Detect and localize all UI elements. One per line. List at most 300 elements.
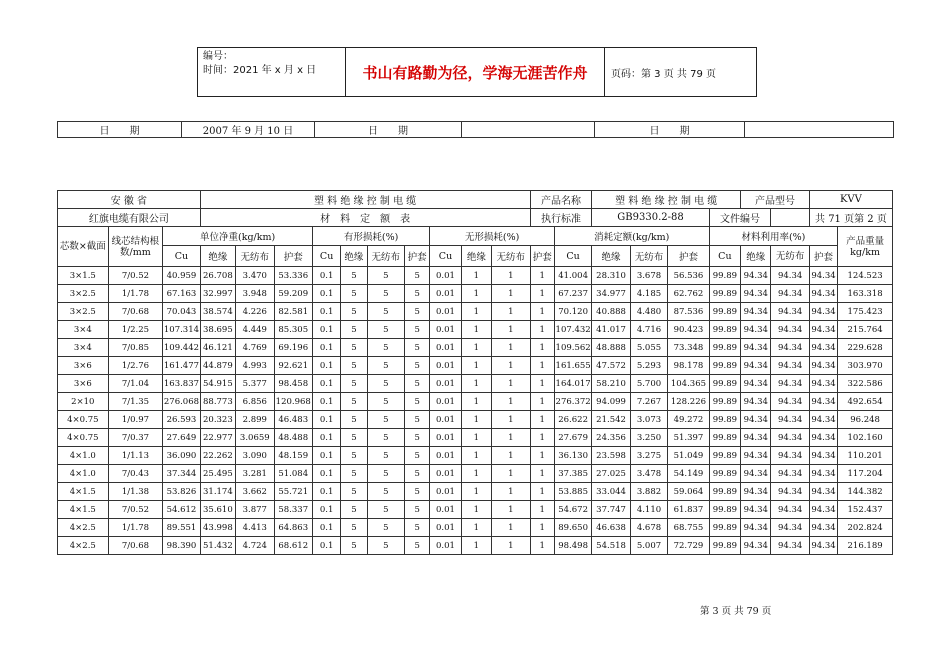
table-cell: 94.34 (809, 357, 837, 375)
table-cell: 0.1 (312, 501, 340, 519)
sub-sheath: 护套 (530, 246, 554, 267)
table-cell: 94.34 (771, 267, 809, 285)
table-cell: 5 (367, 537, 404, 555)
table-cell: 1 (461, 375, 491, 393)
header-row-2 (58, 246, 893, 267)
table-cell: 99.89 (709, 501, 740, 519)
table-cell: 94.34 (809, 447, 837, 465)
table-cell: 82.581 (274, 303, 312, 321)
table-cell: 0.1 (312, 447, 340, 465)
table-cell: 5 (405, 519, 430, 537)
table-cell: 1/1.13 (108, 447, 163, 465)
product-name-value: 塑 料 绝 缘 控 制 电 缆 (592, 191, 741, 209)
table-cell: 0.1 (312, 357, 340, 375)
table-cell: 94.34 (741, 429, 771, 447)
table-cell: 1 (461, 465, 491, 483)
table-cell: 94.34 (741, 483, 771, 501)
sub-cu: Cu (554, 246, 591, 267)
table-cell: 5 (367, 375, 404, 393)
sub-sheath: 护套 (405, 246, 430, 267)
table-cell: 120.968 (274, 393, 312, 411)
sub-sheath: 护套 (809, 246, 837, 267)
table-cell: 54.518 (592, 537, 630, 555)
sheet-row-1 (58, 191, 893, 209)
table-cell: 124.523 (838, 267, 893, 285)
header-meta (198, 48, 346, 96)
table-cell: 54.149 (668, 465, 709, 483)
table-cell: 48.488 (274, 429, 312, 447)
table-cell: 1/1.78 (108, 519, 163, 537)
table-cell: 89.551 (163, 519, 200, 537)
table-cell: 107.432 (554, 321, 591, 339)
table-cell: 109.562 (554, 339, 591, 357)
table-cell: 0.01 (430, 519, 461, 537)
table-cell: 5 (367, 393, 404, 411)
table-cell: 3.0659 (236, 429, 274, 447)
table-cell: 5 (341, 321, 367, 339)
table-cell: 3×2.5 (58, 285, 109, 303)
table-cell: 3.662 (236, 483, 274, 501)
standard-label: 执行标准 (530, 209, 592, 227)
table-cell: 7/0.68 (108, 537, 163, 555)
table-cell: 0.1 (312, 321, 340, 339)
date-label-3: 日 期 (595, 122, 745, 138)
table-cell: 26.593 (163, 411, 200, 429)
table-cell: 0.1 (312, 393, 340, 411)
table-cell: 1 (461, 339, 491, 357)
table-cell: 3.470 (236, 267, 274, 285)
table-cell: 94.34 (771, 465, 809, 483)
table-row (58, 429, 893, 447)
sub-insulation: 绝缘 (341, 246, 367, 267)
table-cell: 94.34 (741, 501, 771, 519)
table-cell: 53.336 (274, 267, 312, 285)
table-cell: 3.882 (630, 483, 667, 501)
table-cell: 4.449 (236, 321, 274, 339)
table-cell: 1 (530, 537, 554, 555)
table-cell: 1/1.78 (108, 285, 163, 303)
table-cell: 59.064 (668, 483, 709, 501)
table-cell: 1 (492, 483, 531, 501)
table-cell: 5 (367, 339, 404, 357)
product-name-label: 产品名称 (530, 191, 592, 209)
table-cell: 54.612 (163, 501, 200, 519)
table-cell: 5 (405, 357, 430, 375)
table-row (58, 357, 893, 375)
table-cell: 4×1.0 (58, 465, 109, 483)
table-cell: 49.272 (668, 411, 709, 429)
table-cell: 5 (367, 465, 404, 483)
table-cell: 40.888 (592, 303, 630, 321)
table-cell: 99.89 (709, 447, 740, 465)
table-cell: 58.210 (592, 375, 630, 393)
table-cell: 4×1.5 (58, 483, 109, 501)
table-cell: 37.747 (592, 501, 630, 519)
table-cell: 94.34 (771, 339, 809, 357)
table-cell: 3×2.5 (58, 303, 109, 321)
col-tangible-loss: 有形损耗(%) (312, 227, 429, 246)
table-cell: 5 (405, 483, 430, 501)
table-cell: 94.34 (771, 447, 809, 465)
table-cell: 128.226 (668, 393, 709, 411)
table-row (58, 339, 893, 357)
table-cell: 67.237 (554, 285, 591, 303)
table-cell: 32.997 (200, 285, 235, 303)
table-cell: 7/0.43 (108, 465, 163, 483)
table-cell: 85.305 (274, 321, 312, 339)
table-cell: 3.073 (630, 411, 667, 429)
table-cell: 1 (530, 447, 554, 465)
table-cell: 1 (530, 285, 554, 303)
table-cell: 3.275 (630, 447, 667, 465)
table-cell: 164.017 (554, 375, 591, 393)
page-label: 页码：第 3 页 共 79 页 (611, 68, 716, 80)
table-cell: 4.480 (630, 303, 667, 321)
table-cell: 94.34 (809, 519, 837, 537)
table-cell: 4.678 (630, 519, 667, 537)
table-cell: 5 (341, 393, 367, 411)
table-cell: 2.899 (236, 411, 274, 429)
table-cell: 1 (530, 357, 554, 375)
table-cell: 5 (405, 375, 430, 393)
table-cell: 1 (461, 447, 491, 465)
table-cell: 117.204 (838, 465, 893, 483)
document-header (197, 47, 757, 97)
table-cell: 1 (530, 375, 554, 393)
table-cell: 0.01 (430, 393, 461, 411)
standard-value: GB9330.2-88 (592, 209, 709, 227)
table-cell: 5 (405, 267, 430, 285)
table-cell: 94.34 (809, 501, 837, 519)
sub-cu: Cu (163, 246, 200, 267)
table-cell: 94.34 (771, 357, 809, 375)
table-cell: 1 (530, 429, 554, 447)
date-value-1: 2007 年 9 月 10 日 (182, 122, 315, 138)
table-cell: 5 (405, 303, 430, 321)
table-cell: 51.049 (668, 447, 709, 465)
table-cell: 5 (405, 339, 430, 357)
table-cell: 1 (492, 393, 531, 411)
table-cell: 3×4 (58, 339, 109, 357)
table-cell: 53.885 (554, 483, 591, 501)
table-cell: 0.1 (312, 267, 340, 285)
table-cell: 0.01 (430, 375, 461, 393)
table-cell: 24.356 (592, 429, 630, 447)
table-cell: 99.89 (709, 465, 740, 483)
table-cell: 4.993 (236, 357, 274, 375)
table-cell: 5 (405, 465, 430, 483)
header-row-1 (58, 227, 893, 246)
table-cell: 68.612 (274, 537, 312, 555)
table-cell: 38.695 (200, 321, 235, 339)
table-cell: 5.700 (630, 375, 667, 393)
table-cell: 94.34 (741, 447, 771, 465)
table-cell: 0.01 (430, 339, 461, 357)
table-cell: 110.201 (838, 447, 893, 465)
table-row (58, 447, 893, 465)
table-cell: 5.377 (236, 375, 274, 393)
table-cell: 31.174 (200, 483, 235, 501)
table-cell: 0.1 (312, 303, 340, 321)
table-cell: 1 (530, 483, 554, 501)
table-cell: 1 (461, 429, 491, 447)
table-cell: 4.185 (630, 285, 667, 303)
table-cell: 1 (461, 537, 491, 555)
table-cell: 3.678 (630, 267, 667, 285)
table-cell: 46.483 (274, 411, 312, 429)
date-label-2: 日 期 (315, 122, 462, 138)
table-cell: 3×6 (58, 357, 109, 375)
col-structure: 线芯结构根数/mm (108, 227, 163, 267)
table-cell: 41.017 (592, 321, 630, 339)
table-cell: 34.977 (592, 285, 630, 303)
company: 红旗电缆有限公司 (58, 209, 201, 227)
table-cell: 89.650 (554, 519, 591, 537)
table-cell: 54.915 (200, 375, 235, 393)
table-cell: 94.34 (809, 411, 837, 429)
page-info: 共 71 页第 2 页 (809, 209, 892, 227)
table-cell: 0.01 (430, 447, 461, 465)
table-cell: 62.762 (668, 285, 709, 303)
table-cell: 5 (367, 483, 404, 501)
table-cell: 4×0.75 (58, 429, 109, 447)
table-cell: 7/1.04 (108, 375, 163, 393)
table-cell: 0.01 (430, 357, 461, 375)
table-cell: 94.34 (809, 465, 837, 483)
table-cell: 44.879 (200, 357, 235, 375)
table-cell: 99.89 (709, 411, 740, 429)
table-cell: 1 (461, 357, 491, 375)
sub-nonwoven: 无纺布 (236, 246, 274, 267)
table-cell: 94.34 (741, 303, 771, 321)
table-cell: 5 (341, 429, 367, 447)
table-cell: 1 (461, 411, 491, 429)
table-cell: 7/0.52 (108, 501, 163, 519)
table-cell: 94.34 (741, 339, 771, 357)
table-cell: 3.877 (236, 501, 274, 519)
table-cell: 229.628 (838, 339, 893, 357)
table-cell: 5 (341, 447, 367, 465)
table-row (58, 303, 893, 321)
table-cell: 5 (367, 501, 404, 519)
page-footer: 第 3 页 共 79 页 (700, 606, 772, 617)
table-cell: 5.007 (630, 537, 667, 555)
table-cell: 99.89 (709, 339, 740, 357)
date-label-1: 日 期 (58, 122, 182, 138)
table-cell: 98.498 (554, 537, 591, 555)
table-cell: 152.437 (838, 501, 893, 519)
table-cell: 1/2.25 (108, 321, 163, 339)
table-cell: 5 (367, 357, 404, 375)
table-cell: 5 (341, 375, 367, 393)
sub-cu: Cu (709, 246, 740, 267)
table-cell: 1 (492, 375, 531, 393)
table-cell: 5 (341, 303, 367, 321)
table-cell: 0.1 (312, 519, 340, 537)
table-cell: 0.01 (430, 411, 461, 429)
table-cell: 56.536 (668, 267, 709, 285)
table-cell: 6.856 (236, 393, 274, 411)
sheet-subtitle: 材 料 定 额 表 (200, 209, 530, 227)
table-cell: 0.01 (430, 429, 461, 447)
table-cell: 276.372 (554, 393, 591, 411)
table-cell: 1 (461, 483, 491, 501)
table-cell: 94.34 (771, 303, 809, 321)
table-cell: 0.1 (312, 339, 340, 357)
table-cell: 46.638 (592, 519, 630, 537)
table-cell: 3.281 (236, 465, 274, 483)
table-cell: 1 (492, 285, 531, 303)
table-cell: 98.458 (274, 375, 312, 393)
sub-cu: Cu (312, 246, 340, 267)
table-cell: 1 (530, 519, 554, 537)
table-cell: 98.390 (163, 537, 200, 555)
table-cell: 1 (492, 339, 531, 357)
table-cell: 3.478 (630, 465, 667, 483)
table-cell: 102.160 (838, 429, 893, 447)
table-row (58, 501, 893, 519)
table-cell: 175.423 (838, 303, 893, 321)
table-cell: 1 (461, 501, 491, 519)
table-cell: 7/0.68 (108, 303, 163, 321)
model-label: 产品型号 (741, 191, 810, 209)
table-row (58, 321, 893, 339)
table-cell: 94.34 (809, 429, 837, 447)
table-cell: 21.542 (592, 411, 630, 429)
table-cell: 5 (341, 357, 367, 375)
table-cell: 27.025 (592, 465, 630, 483)
table-cell: 94.34 (809, 321, 837, 339)
table-cell: 99.89 (709, 375, 740, 393)
table-cell: 109.442 (163, 339, 200, 357)
table-cell: 1 (492, 321, 531, 339)
table-cell: 94.34 (771, 429, 809, 447)
table-cell: 94.34 (741, 465, 771, 483)
table-cell: 26.622 (554, 411, 591, 429)
table-cell: 61.837 (668, 501, 709, 519)
table-cell: 99.89 (709, 537, 740, 555)
table-cell: 492.654 (838, 393, 893, 411)
table-row (58, 465, 893, 483)
table-cell: 3.948 (236, 285, 274, 303)
table-cell: 94.34 (809, 267, 837, 285)
table-cell: 5 (341, 537, 367, 555)
sub-nonwoven: 无纺布 (492, 246, 531, 267)
sheet-row-2 (58, 209, 893, 227)
sheet-title: 塑 料 绝 缘 控 制 电 缆 (200, 191, 530, 209)
table-cell: 5 (405, 501, 430, 519)
table-cell: 5 (341, 483, 367, 501)
table-cell: 35.610 (200, 501, 235, 519)
table-cell: 5 (341, 501, 367, 519)
table-cell: 26.708 (200, 267, 235, 285)
table-cell: 98.178 (668, 357, 709, 375)
table-cell: 94.34 (809, 303, 837, 321)
table-cell: 1 (492, 303, 531, 321)
table-cell: 20.323 (200, 411, 235, 429)
table-cell: 0.1 (312, 465, 340, 483)
table-cell: 94.34 (741, 285, 771, 303)
table-cell: 94.34 (741, 519, 771, 537)
table-cell: 94.34 (771, 375, 809, 393)
table-cell: 1 (530, 465, 554, 483)
table-cell: 99.89 (709, 483, 740, 501)
table-row (58, 537, 893, 555)
table-cell: 1 (461, 393, 491, 411)
table-row (58, 285, 893, 303)
model-value: KVV (809, 191, 892, 209)
table-cell: 7/1.35 (108, 393, 163, 411)
table-cell: 40.959 (163, 267, 200, 285)
table-cell: 5 (367, 411, 404, 429)
material-quota-table (57, 190, 893, 555)
table-cell: 94.099 (592, 393, 630, 411)
table-cell: 90.423 (668, 321, 709, 339)
table-cell: 70.120 (554, 303, 591, 321)
table-cell: 94.34 (741, 537, 771, 555)
table-cell: 5 (405, 411, 430, 429)
table-cell: 72.729 (668, 537, 709, 555)
table-cell: 70.043 (163, 303, 200, 321)
table-cell: 37.344 (163, 465, 200, 483)
table-cell: 1 (492, 447, 531, 465)
table-cell: 4.716 (630, 321, 667, 339)
table-cell: 92.621 (274, 357, 312, 375)
table-cell: 1 (492, 267, 531, 285)
table-cell: 51.084 (274, 465, 312, 483)
table-cell: 36.090 (163, 447, 200, 465)
file-no-value (771, 209, 809, 227)
table-cell: 94.34 (809, 393, 837, 411)
table-cell: 58.337 (274, 501, 312, 519)
table-cell: 94.34 (741, 267, 771, 285)
table-cell: 4.226 (236, 303, 274, 321)
table-cell: 27.679 (554, 429, 591, 447)
table-cell: 5 (405, 429, 430, 447)
table-row (58, 393, 893, 411)
table-cell: 163.318 (838, 285, 893, 303)
table-cell: 99.89 (709, 285, 740, 303)
table-cell: 22.977 (200, 429, 235, 447)
province: 安 徽 省 (58, 191, 201, 209)
table-cell: 73.348 (668, 339, 709, 357)
table-row (58, 411, 893, 429)
sub-sheath: 护套 (668, 246, 709, 267)
table-cell: 94.34 (741, 357, 771, 375)
motto: 书山有路勤为径，学海无涯苦作舟 (346, 48, 605, 96)
table-cell: 1 (530, 501, 554, 519)
table-cell: 23.598 (592, 447, 630, 465)
col-consumption: 消耗定额(kg/km) (554, 227, 709, 246)
table-cell: 94.34 (771, 519, 809, 537)
table-cell: 0.01 (430, 285, 461, 303)
table-cell: 322.586 (838, 375, 893, 393)
table-cell: 99.89 (709, 429, 740, 447)
table-cell: 1 (461, 267, 491, 285)
table-cell: 5 (367, 429, 404, 447)
table-cell: 22.262 (200, 447, 235, 465)
table-cell: 5 (367, 285, 404, 303)
table-cell: 87.536 (668, 303, 709, 321)
table-cell: 99.89 (709, 267, 740, 285)
sub-sheath: 护套 (274, 246, 312, 267)
table-cell: 3×4 (58, 321, 109, 339)
table-cell: 4.413 (236, 519, 274, 537)
table-cell: 51.397 (668, 429, 709, 447)
table-cell: 94.34 (809, 483, 837, 501)
table-cell: 43.998 (200, 519, 235, 537)
table-cell: 48.888 (592, 339, 630, 357)
